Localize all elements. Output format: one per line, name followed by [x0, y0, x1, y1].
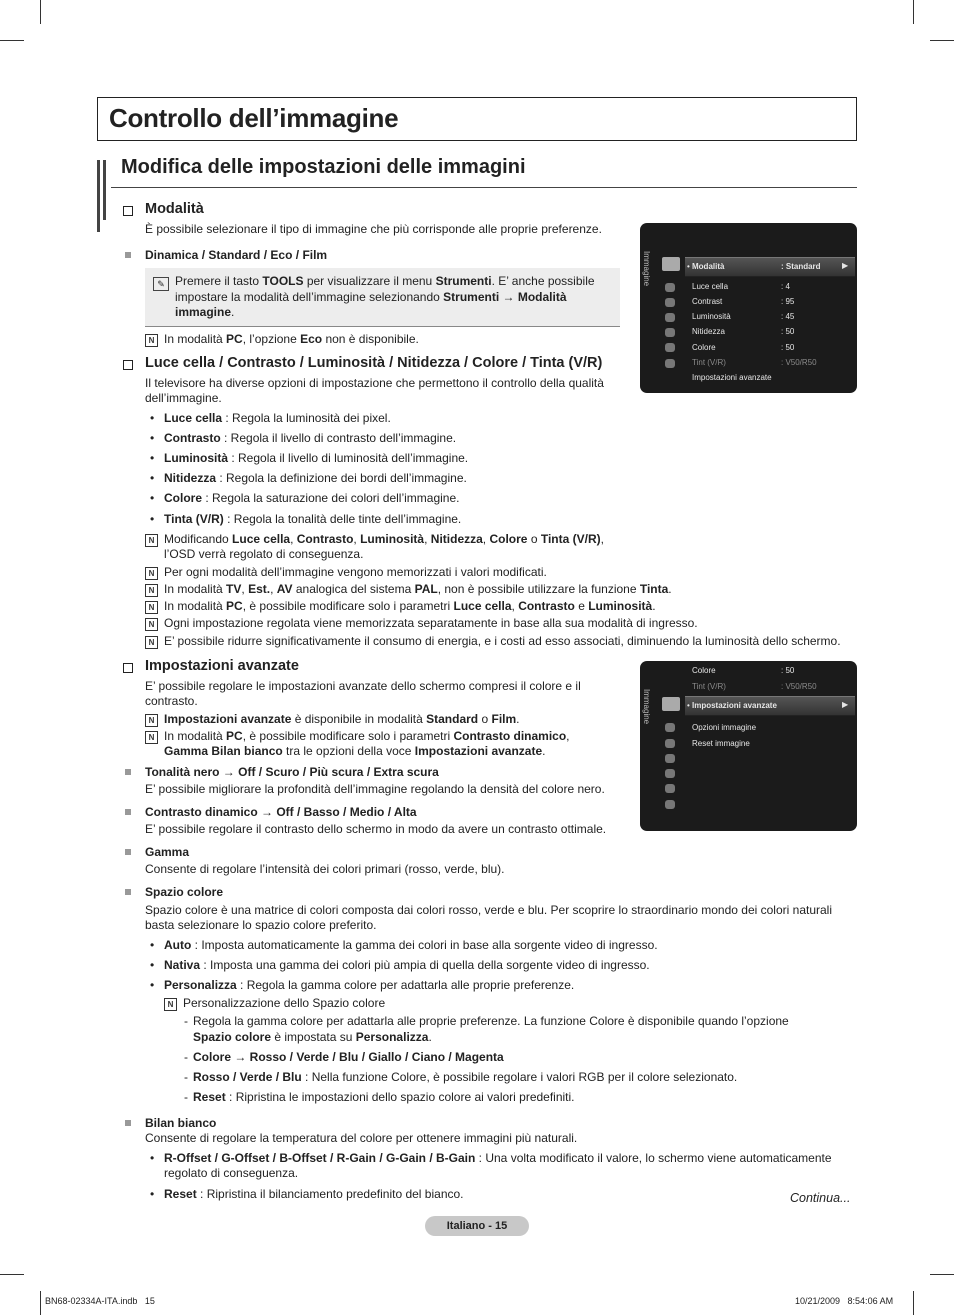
luce-note-1: Modificando Luce cella, Contrasto, Luminosità, Nitidezza, Colore o Tinta (V/R),	[164, 532, 604, 546]
input-icon	[665, 769, 675, 778]
setup-icon	[665, 754, 675, 763]
osd-row-value: : Standard	[781, 262, 821, 271]
bullet-dot: •	[150, 1151, 155, 1165]
osd-row-label: Impostazioni avanzate	[692, 701, 777, 710]
osd-row-label: Modalità	[692, 262, 725, 271]
osd-row-label[interactable]: Colore	[692, 343, 716, 352]
square-bullet	[125, 1120, 131, 1126]
osd-row-label[interactable]: Luminosità	[692, 312, 731, 321]
osd-row-label[interactable]: Contrast	[692, 297, 723, 306]
square-bullet	[125, 252, 131, 258]
osd-row-label[interactable]: Luce cella	[692, 282, 729, 291]
square-bullet	[125, 769, 131, 775]
spazio-heading: Spazio colore	[145, 885, 224, 899]
section-rule	[111, 187, 857, 188]
list-item: Auto : Imposta automaticamente la gamma dei colori in base alla sorgente video di ingresso.	[164, 938, 658, 952]
note-icon: N	[145, 636, 158, 649]
picture-icon	[662, 257, 680, 271]
dash: -	[184, 1090, 188, 1104]
gamma-heading: Gamma	[145, 845, 190, 859]
osd-row-label[interactable]: Reset immagine	[692, 739, 750, 748]
contrasto-desc: E’ possibile regolare il contrasto dello schermo in modo da avere un contrasto ottimale.	[145, 822, 607, 836]
continua-label: Continua...	[790, 1191, 851, 1205]
luce-note-1b: l’OSD verrà regolato di conseguenza.	[164, 547, 364, 561]
osd-row-marker: •	[687, 701, 690, 710]
modalita-note: In modalità PC, l’opzione Eco non è disponibile.	[164, 332, 419, 346]
list-item: R-Offset / G-Offset / B-Offset / R-Gain / G-Gain / B-Gain : Una volta modificato il valore, lo schermo viene automaticamente	[164, 1151, 832, 1165]
luce-heading: Luce cella / Contrasto / Luminosità / Nitidezza / Colore / Tinta (V/R)	[145, 355, 603, 371]
pers-item-2: Colore → Rosso / Verde / Blu / Giallo / Ciano / Magenta	[193, 1050, 504, 1064]
osd-menu-avanzate	[640, 661, 857, 831]
osd-row-value: : V50/R50	[781, 682, 817, 691]
square-bullet	[125, 809, 131, 815]
note-icon: N	[145, 584, 158, 597]
section-bar	[103, 160, 106, 220]
tools-tip-line1: Premere il tasto TOOLS per visualizzare il menu Strumenti. E’ anche possibile	[175, 274, 595, 288]
luce-desc-1: Il televisore ha diverse opzioni di impostazione che permettono il controllo della qualità	[145, 376, 604, 390]
avanzate-heading: Impostazioni avanzate	[145, 658, 299, 674]
tonalita-desc: E’ possibile migliorare la profondità dell’immagine regolando la densità del colore nero.	[145, 782, 605, 796]
crop-mark	[930, 1274, 954, 1275]
page-number: Italiano - 15	[446, 1220, 508, 1232]
application-icon	[665, 784, 675, 793]
checkbox-bullet	[123, 663, 133, 673]
luce-desc-2: dell’immagine.	[145, 391, 222, 405]
note-icon: N	[145, 567, 158, 580]
note-icon: N	[145, 618, 158, 631]
pers-item-1: Regola la gamma colore per adattarla alle proprie preferenze. La funzione Colore è disponibile quando l’opzione	[193, 1014, 789, 1028]
osd-row-value: : 50	[781, 343, 795, 352]
page-title-box	[97, 97, 857, 141]
osd-row-label[interactable]: Colore	[692, 666, 716, 675]
list-item-cont: regolato di conseguenza.	[164, 1166, 299, 1180]
channel-icon	[665, 739, 675, 748]
support-icon	[665, 359, 675, 368]
osd-row-value: : 95	[781, 297, 795, 306]
tools-tip-line2: impostare la modalità dell’immagine selezionando Strumenti → Modalità	[175, 290, 567, 304]
bullet-dot: •	[150, 471, 155, 485]
avanzate-desc-1: E’ possibile regolare le impostazioni avanzate dello schermo compresi il colore e il	[145, 679, 581, 693]
pers-note: Personalizzazione dello Spazio colore	[183, 996, 386, 1010]
bullet-dot: •	[150, 491, 155, 505]
section-title: Modifica delle impostazioni delle immagini	[121, 156, 526, 178]
bullet-dot: •	[150, 938, 155, 952]
osd-row-value: : 4	[781, 282, 790, 291]
osd-row-value: : V50/R50	[781, 358, 817, 367]
osd-row-label[interactable]: Tint (V/R)	[692, 682, 726, 691]
avanzate-note-2b: Gamma Bilan bianco tra le opzioni della voce Impostazioni avanzate.	[164, 744, 546, 758]
osd-row-value: : 50	[781, 327, 795, 336]
note-icon: N	[145, 334, 158, 347]
crop-mark	[0, 1274, 24, 1275]
osd-row-label[interactable]: Opzioni immagine	[692, 723, 757, 732]
spazio-desc-1: Spazio colore è una matrice di colori composta dai colori rosso, verde e blu. Per scoprire lo straordinario mondo dei colori naturali	[145, 903, 832, 917]
arrow-right-icon: ▶	[842, 261, 849, 270]
modalita-desc: È possibile selezionare il tipo di immagine che più corrisponde alle proprie preferenze.	[145, 222, 602, 236]
bullet-dot: •	[150, 1187, 155, 1201]
note-icon: N	[164, 998, 177, 1011]
osd-row-label[interactable]: Impostazioni avanzate	[692, 373, 772, 382]
osd-side-label: Immagine	[642, 689, 651, 725]
crop-mark	[0, 40, 24, 41]
square-bullet	[125, 889, 131, 895]
osd-row-marker: •	[687, 262, 690, 271]
bullet-dot: •	[150, 512, 155, 526]
avanzate-note-1: Impostazioni avanzate è disponibile in modalità Standard o Film.	[164, 712, 520, 726]
crop-mark	[40, 1291, 41, 1315]
crop-mark	[930, 40, 954, 41]
dash: -	[184, 1070, 188, 1084]
list-item: Nativa : Imposta una gamma dei colori più ampia di quella della sorgente video di ingresso.	[164, 958, 650, 972]
luce-note-5: Ogni impostazione regolata viene memorizzata separatamente in base alla sua modalità di ingresso.	[164, 616, 698, 630]
avanzate-desc-2: contrasto.	[145, 694, 198, 708]
avanzate-note-2: In modalità PC, è possibile modificare solo i parametri Contrasto dinamico,	[164, 729, 570, 743]
contrasto-heading: Contrasto dinamico → Off / Basso / Medio / Alta	[145, 805, 417, 819]
bullet-dot: •	[150, 978, 155, 992]
osd-row-value: : 45	[781, 312, 795, 321]
tools-icon: ✎	[153, 277, 169, 291]
application-icon	[665, 343, 675, 352]
luce-note-4: In modalità PC, è possibile modificare solo i parametri Luce cella, Contrasto e Luminosità.	[164, 599, 656, 613]
luce-note-3: In modalità TV, Est., AV analogica del sistema PAL, non è possibile utilizzare la funzione Tinta.	[164, 582, 672, 596]
sound-icon	[665, 283, 675, 292]
osd-row-label[interactable]: Tint (V/R)	[692, 358, 726, 367]
modalita-heading: Modalità	[145, 201, 204, 217]
list-item: Nitidezza : Regola la definizione dei bordi dell’immagine.	[164, 471, 467, 485]
tonalita-heading: Tonalità nero → Off / Scuro / Più scura / Extra scura	[145, 765, 439, 779]
tools-tip-line3: immagine.	[175, 305, 235, 319]
list-item: Tinta (V/R) : Regola la tonalità delle tinte dell’immagine.	[164, 512, 462, 526]
dash: -	[184, 1014, 188, 1028]
crop-mark	[913, 1291, 914, 1315]
luce-note-2: Per ogni modalità dell’immagine vengono memorizzati i valori modificati.	[164, 565, 547, 579]
spazio-desc-2: basta selezionare lo spazio colore preferito.	[145, 918, 377, 932]
footer-file: BN68-02334A-ITA.indb 15	[45, 1296, 155, 1306]
osd-row-value: : 50	[781, 666, 795, 675]
crop-mark	[913, 0, 914, 24]
footer-timestamp: 10/21/2009 8:54:06 AM	[795, 1296, 894, 1306]
bilan-desc: Consente di regolare la temperatura del colore per ottenere immagini più naturali.	[145, 1131, 578, 1145]
sound-icon	[665, 723, 675, 732]
note-icon: N	[145, 731, 158, 744]
crop-mark	[40, 0, 41, 24]
checkbox-bullet	[123, 360, 133, 370]
list-item: Colore : Regola la saturazione dei colori dell’immagine.	[164, 491, 460, 505]
gamma-desc: Consente di regolare l’intensità dei colori primari (rosso, verde, blu).	[145, 862, 505, 876]
list-item: Luminosità : Regola il livello di luminosità dell’immagine.	[164, 451, 469, 465]
osd-menu-modalita	[640, 223, 857, 393]
list-item: Reset : Ripristina il bilanciamento predefinito del bianco.	[164, 1187, 464, 1201]
page-title: Controllo dell’immagine	[109, 103, 399, 133]
modalita-options: Dinamica / Standard / Eco / Film	[145, 248, 328, 262]
list-item: Personalizza : Regola la gamma colore per adattarla alle proprie preferenze.	[164, 978, 575, 992]
square-bullet	[125, 849, 131, 855]
note-icon: N	[145, 534, 158, 547]
pers-item-3: Rosso / Verde / Blu : Nella funzione Colore, è possibile regolare i valori RGB per il colore selezionato.	[193, 1070, 738, 1084]
pers-item-4: Reset : Ripristina le impostazioni dello spazio colore ai valori predefiniti.	[193, 1090, 575, 1104]
picture-icon	[662, 697, 680, 711]
support-icon	[665, 800, 675, 809]
tools-tip-box	[145, 268, 620, 327]
bilan-heading: Bilan bianco	[145, 1116, 217, 1130]
list-item: Luce cella : Regola la luminosità dei pixel.	[164, 411, 391, 425]
setup-icon	[665, 313, 675, 322]
dash: -	[184, 1050, 188, 1064]
note-icon: N	[145, 714, 158, 727]
checkbox-bullet	[123, 206, 133, 216]
channel-icon	[665, 298, 675, 307]
osd-row-label[interactable]: Nitidezza	[692, 327, 725, 336]
list-item: Contrasto : Regola il livello di contrasto dell’immagine.	[164, 431, 457, 445]
arrow-right-icon: ▶	[842, 700, 849, 709]
section-bar	[97, 160, 100, 232]
input-icon	[665, 328, 675, 337]
bullet-dot: •	[150, 451, 155, 465]
note-icon: N	[145, 601, 158, 614]
bullet-dot: •	[150, 431, 155, 445]
bullet-dot: •	[150, 411, 155, 425]
pers-item-1b: Spazio colore è impostata su Personalizza.	[193, 1030, 432, 1044]
luce-note-6: E’ possibile ridurre significativamente il consumo di energia, e i costi ad esso associati, diminuendo la luminosità dello schermo.	[164, 634, 841, 648]
osd-side-label: Immagine	[642, 251, 651, 287]
bullet-dot: •	[150, 958, 155, 972]
